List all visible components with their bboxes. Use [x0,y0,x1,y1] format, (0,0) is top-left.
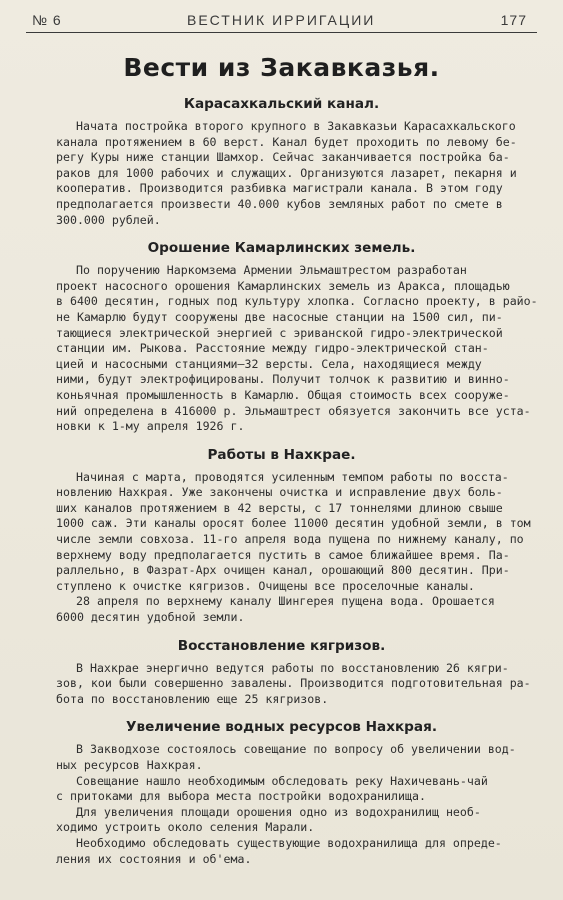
article-section [26,638,537,708]
text-line: не Камарлю будут сооружены две насосные станции на 1500 сил, пи- [56,309,503,324]
article-title: Вести из Закавказья. [123,53,440,82]
article-section [26,447,537,626]
text-line: бота по восстановлению еще 25 кягризов. [56,691,329,706]
paragraph [56,119,531,228]
paragraph [56,742,531,773]
text-line: коньячная промышленность в Камарлю. Общая стоимость всех сооруже- [56,387,510,402]
text-line: предполагается произвести 40.000 кубов земляных работ по смете в [56,196,503,211]
text-line: с притоками для выбора места постройки водохранилища. [56,789,426,804]
article-section [26,96,537,228]
text-line: цией и насосными станциями—32 версты. Села, находящиеся между [56,356,482,371]
text-line: Необходимо обследовать существующие водохранилища для опреде- [76,835,502,850]
text-line: В Закводхозе состоялось совещание по вопросу об увеличении вод- [76,742,516,757]
text-line: в 6400 десятин, годных под культуру хлопка. Согласно проекту, в райо- [56,294,538,309]
journal-title: ВЕСТНИК ИРРИГАЦИИ [186,12,376,28]
text-line: регу Куры ниже станции Шамхор. Сейчас заканчивается постройка ба- [56,150,510,165]
text-line: 1000 саж. Эти каналы оросят более 11000 десятин удобной земли, в том [56,516,531,531]
text-line: раков для 1000 рабочих и служащих. Организуются лазарет, пекарня и [56,165,517,180]
text-line: тающиеся электрической энергией с эриванской гидро-электрической [56,325,503,340]
text-line: новлению Нахкрая. Уже закончены очистка и исправление двух боль- [56,485,503,500]
issue-number: № 6 [32,12,62,28]
text-line: проект насосного орошения Камарлинских земель из Аракса, площадью [56,278,510,293]
paragraph [56,774,531,805]
text-line: Совещание нашло необходимым обследовать реку Нахичевань-чай [76,773,488,788]
paragraph [56,263,538,435]
article-section [26,240,537,435]
text-line: ними, будут электрофицированы. Получит толчок к развитию и винно- [56,372,510,387]
section-title: Восстановление кягризов. [177,637,386,654]
paragraph [56,805,531,836]
text-line: станции им. Рыкова. Расстояние между гидро-электрической стан- [56,341,489,356]
text-line: ступлено к очистке кягризов. Очищены все проселочные каналы. [56,578,475,593]
text-line: ления их состояния и об'ема. [56,851,252,866]
running-header [26,12,537,33]
text-line: зов, кои были совершенно завалены. Производится подготовительная ра- [56,676,531,691]
paragraph [56,470,531,595]
text-line: числе земли совхоза. 11-го апреля вода пущена по нижнему каналу, по [56,532,524,547]
text-line: Для увеличения площади орошения одно из водохранилищ необ- [76,804,481,819]
text-line: ных ресурсов Нахкрая. [56,758,203,772]
text-line: кооператив. Производится разбивка магистрали канала. В этом году [56,181,503,196]
section-title: Орошение Камарлинских земель. [147,240,416,257]
paragraph [56,836,531,867]
paragraph [56,661,531,708]
text-line: В Нахкрае энергично ведутся работы по восстановлению 26 кягри- [76,660,509,675]
text-line: ний определена в 416000 р. Эльмаштрест обязуется закончить все уста- [56,403,531,418]
text-line: канала протяжением в 60 верст. Канал будет проходить по левому бе- [56,134,517,149]
article-body [26,96,537,867]
section-title: Работы в Нахкрае. [207,446,356,463]
text-line: новки к 1-му апреля 1926 г. [56,419,245,434]
text-line: По поручению Наркомзема Армении Эльмаштрестом разработан [76,263,467,278]
paragraph [56,594,531,625]
text-line: 300.000 рублей. [56,212,161,227]
section-title: Увеличение водных ресурсов Нахкрая. [126,719,437,736]
text-line: верхнему воду предполагается пустить в самое ближайшее время. Па- [56,547,510,562]
text-line: 28 апреля по верхнему каналу Шингерея пущена вода. Орошается [76,594,495,609]
text-line: ходимо устроить около селения Марали. [56,820,315,835]
text-line: Начиная с марта, проводятся усиленным темпом работы по восста- [76,469,509,484]
section-title: Карасахкальский канал. [183,96,380,112]
article-section [26,719,537,867]
text-line: раллельно, в Фазрат-Арх очищен канал, орошающий 800 десятин. При- [56,563,510,578]
text-line: 6000 десятин удобной земли. [56,610,245,625]
page-number: 177 [500,12,527,28]
text-line: ших каналов протяжением в 42 версты, с 17 тоннелями длиною свыше [56,500,503,515]
text-line: Начата постройка второго крупного в Закавказьи Карасахкальского [76,119,516,133]
